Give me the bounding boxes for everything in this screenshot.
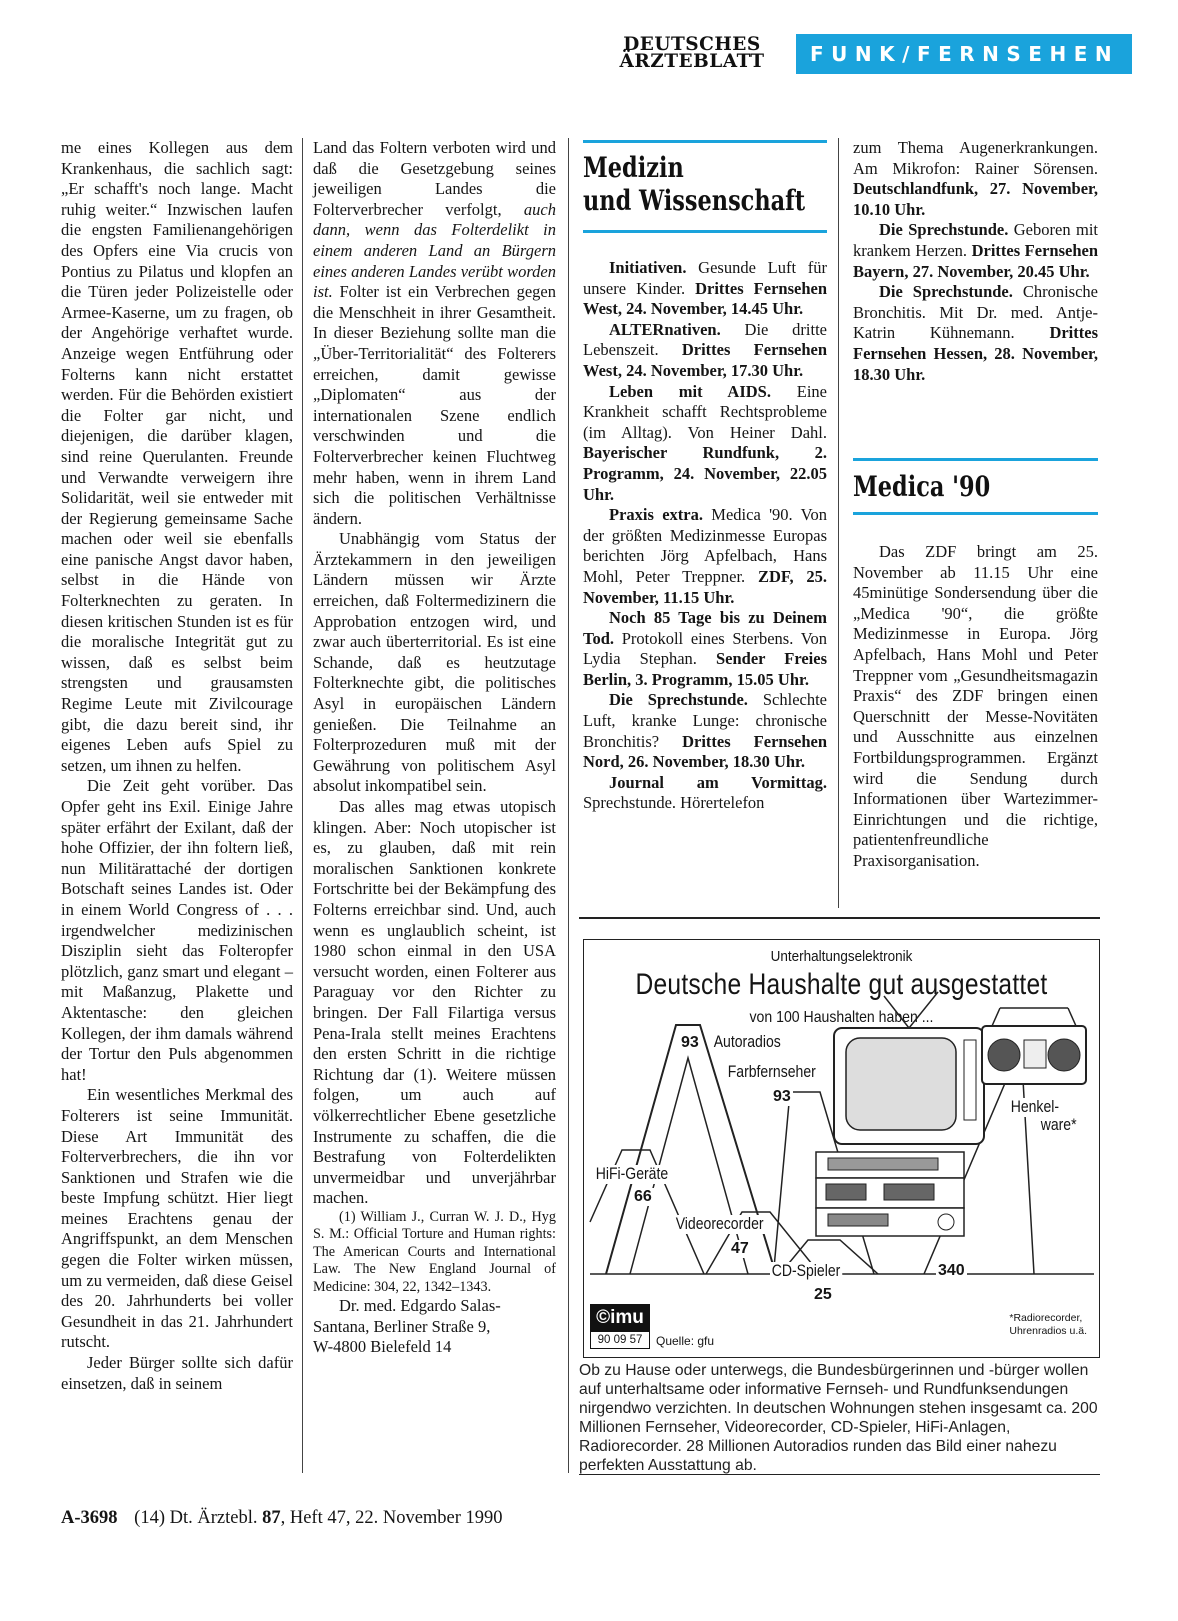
section-rule-bottom xyxy=(583,230,827,233)
listing-item: zum Thema Augenerkrankungen. Am Mikrofon: Rainer Sörensen. Deutschlandfunk, 27. November, 10.10 Uhr. xyxy=(853,138,1098,219)
paragraph: Jeder Bürger sollte sich dafür einsetzen, daß in seinem xyxy=(61,1353,293,1393)
program-listings-1 xyxy=(583,258,827,814)
column-divider xyxy=(302,138,303,1473)
value-autoradios: 93 xyxy=(681,1034,699,1051)
masthead xyxy=(606,34,1132,76)
article-column-2 xyxy=(313,138,556,1358)
publication-name-line2: ÄRZTEBLATT xyxy=(619,51,765,72)
infographic-subtitle: von 100 Haushalten haben ... xyxy=(749,1009,934,1026)
footnote: *Radiorecorder, Uhrenradios u.ä. xyxy=(1009,1312,1087,1337)
listing-item: Noch 85 Tage bis zu Deinem Tod. Protokoll eines Sterbens. Von Lydia Stephan. Sender Freies Berlin, 3. Programm, 15.05 Uhr. xyxy=(583,608,828,689)
listing-item: Die Sprechstunde. Geboren mit krankem Herzen. Drittes Fernsehen Bayern, 27. November, 20.45 Uhr. xyxy=(853,220,1099,281)
author-signature: Dr. med. Edgardo Salas- Santana, Berliner Straße 9, W-4800 Bielefeld 14 xyxy=(313,1295,501,1357)
paragraph: Das alles mag etwas utopisch klingen. Aber: Noch utopischer ist es, zu glauben, daß mit rein moralischen Sanktionen konkrete Fortschritte bei der Bekämpfung des Folterns erreichbar sind. Und, auch wenn es unglaublich scheint, ist 1980 schon einmal in den USA versucht worden, einen Folterer aus Paraguay vor den Richter zu bringen. Der Fall Filartiga versus Pena-Irala stellt meines Erachtens den ersten Schritt in die richtige Richtung dar (1). Weitere müssen folgen, um auch auf völkerrechtlicher Ebene gesetzliche Instrumente zu schaffen, die die Bestrafung von Folterdelikten unvermeidbar und unverjährbar machen. xyxy=(313,797,556,1208)
section-heading-medica: Medica '90 xyxy=(853,470,991,503)
value-hifi: 66 xyxy=(634,1188,652,1205)
listing-item: Journal am Vormittag. Sprechstunde. Hörertelefon xyxy=(583,772,827,813)
label-hifi: HiFi-Geräte xyxy=(595,1165,669,1183)
listing-item: Die Sprechstunde. Chronische Bronchitis. Mit Dr. med. Antje-Katrin Kühnemann. Drittes Fernsehen Hessen, 28. November, 18.30 Uhr. xyxy=(853,282,1099,384)
tv-set-drawing xyxy=(834,992,984,1144)
page-number: A-3698 xyxy=(61,1508,118,1528)
label-videorecorder: Videorecorder xyxy=(675,1215,764,1233)
caption-rule xyxy=(579,1474,1100,1475)
publication-name-line1: DEUTSCHES xyxy=(623,34,761,55)
hifi-stack-drawing xyxy=(816,1152,964,1236)
value-videorecorder: 47 xyxy=(731,1240,749,1257)
infographic-artwork xyxy=(584,940,1100,1358)
section-banner: FUNK/FERNSEHEN xyxy=(796,34,1132,74)
infographic-title: Deutsche Haushalte gut ausgestattet xyxy=(635,968,1048,1001)
infographic-caption: Ob zu Hause oder unterwegs, die Bundesbürgerinnen und -bürger wollen auf unterhaltsame oder informative Fernseh- und Rundfunksendungen nirgendwo verzichten. In deutschen Wohnungen stehen insgesamt ca. 200 Millionen Fernseher, Videorecorder, CD-Spieler, HiFi-Anlagen, Radiorecorder. 28 Millionen Autoradios runden das Bild einer nahezu perfekten Ausstattung ab. xyxy=(579,1362,1098,1475)
paragraph: me eines Kollegen aus dem Krankenhaus, die sachlich sagt: „Er schafft's noch lange. Macht ruhig weiter.“ Inzwischen laufen die engsten Familienangehörigen des Opfers eine Via crucis von Pontius zu Pilatus und klopfen an die Türen jeder Polizeistelle oder Armee-Kaserne, um zu fragen, ob der Angehörige verhaftet wurde. Anzeige wegen Entführung oder Folterns kann nicht erstattet werden. Für die Behörden existiert die Folter gar nicht, und diejenigen, die darüber klagen, sind reine Querulanten. Freunde und Verwandte verweigern ihre Solidarität, weil sie entweder mit der Regierung gemeinsame Sache machen oder weil sie ebenfalls eine panische Angst davor haben, selbst in die Hände von Folterknechten zu geraten. In diesen kritischen Stunden ist es für die moralische Integrität gut zu wissen, daß es selbst beim strengsten und grausamsten Regime Leute mit Zivilcourage gibt, die dazu bereit sind, ihr eigenes Leben aufs Spiel zu setzen, um ihnen zu helfen. xyxy=(61,138,293,775)
listing-item: Die Sprechstunde. Schlechte Luft, kranke Lunge: chronische Bronchitis? Drittes Fernsehen Nord, 26. November, 18.30 Uhr. xyxy=(583,690,827,772)
label-henkelware-2: ware* xyxy=(1040,1116,1077,1134)
section-rule-bottom xyxy=(853,512,1098,515)
divider-rule xyxy=(579,917,1100,919)
publication-logo xyxy=(606,36,778,70)
listing-item: Leben mit AIDS. Eine Krankheit schafft Rechtsprobleme (im Alltag). Von Heiner Dahl. Bayerischer Rundfunk, 2. Programm, 24. November, 22.05 Uhr. xyxy=(583,381,827,504)
program-listings-2 xyxy=(853,138,1098,385)
imu-logo: ©imu 90 09 57 xyxy=(590,1304,650,1348)
infographic-kicker: Unterhaltungselektronik xyxy=(770,948,913,965)
page-footer: A-3698 (14) Dt. Ärztebl. 87, Heft 47, 22. November 1990 xyxy=(61,1508,503,1528)
paragraph: Ein wesentliches Merkmal des Folterers ist seine Immunität. Diese Art Immunität des Folterverbrechers, die ihn vor Sanktionen und Strafen wie die beste Impfung schützt. Hier liegt meines Erachtens genau der Angriffspunkt, an dem Menschen gegen die Folter wirken müssen, um zu vermeiden, daß diese Geisel des 20. Jahrhunderts bei voller Gesundheit in das 21. Jahrhundert rutscht. xyxy=(61,1085,293,1352)
label-autoradios: Autoradios xyxy=(713,1033,781,1051)
journal-name: Dt. Ärztebl. xyxy=(169,1508,258,1528)
column-divider xyxy=(568,138,569,1473)
reference-note: (1) William J., Curran W. J. D., Hyg S. M.: Official Torture and Human rights: The American Courts and International Law. The New England Journal of Medicine: 304, 22, 1342–1343. xyxy=(313,1208,556,1295)
italic-emphasis: auch dann, wenn das Folterdelikt in einem anderen Land an Bürgern eines anderen Landes verübt worden ist. xyxy=(313,199,556,302)
volume-number: 87 xyxy=(262,1508,281,1528)
radio-recorder-drawing xyxy=(982,1008,1086,1084)
column-divider xyxy=(838,138,839,908)
paragraph: Das ZDF bringt am 25. November ab 11.15 Uhr eine 45minütige Sondersendung über die „Medica '90“, die größte Medizinmesse in Europa. Jörg Apfelbach, Hans Mohl und Peter Treppner vom „Gesundheitsmagazin Praxis“ des ZDF bringen einen Querschnitt der Messe-Novitäten und Ausschnitte aus einzelnen Fortbildungsprogrammen. Ergänzt wird die Sendung durch Informationen über Wartezimmer-Einrichtungen und die richtige, patientenfreundliche Praxisorganisation. xyxy=(853,542,1098,870)
section-rule-top xyxy=(853,458,1098,461)
label-cd-spieler: CD-Spieler xyxy=(771,1262,841,1280)
issue-info: Heft 47, 22. November 1990 xyxy=(289,1508,503,1528)
article-column-1 xyxy=(61,138,293,1394)
source-note: Quelle: gfu xyxy=(656,1334,715,1348)
infographic xyxy=(583,939,1100,1358)
value-cd-spieler: 25 xyxy=(814,1286,832,1303)
label-henkelware: Henkel- xyxy=(1010,1098,1060,1116)
paragraph: Unabhängig vom Status der Ärztekammern in den jeweiligen Ländern müssen wir Ärzte erreichen, daß Foltermedizinern die Approbation entzogen wird, und zwar auch überterritorial. Es ist eine Schande, daß es heutzutage Folterknechte gibt, die politisches Asyl in europäischen Ländern genießen. Die Teilnahme an Folterprozeduren muß mit der Gewährung von politischem Asyl absolut inkompatibel sein. xyxy=(313,529,556,796)
listing-item: Initiativen. Gesunde Luft für unsere Kinder. Drittes Fernsehen West, 24. November, 14.45 Uhr. xyxy=(583,258,827,319)
label-farbfernseher: Farbfernseher xyxy=(727,1063,816,1081)
listing-item: Praxis extra. Medica '90. Von der größten Medizinmesse Europas berichten Jörg Apfelbach, Hans Mohl, Peter Treppner. ZDF, 25. November, 11.15 Uhr. xyxy=(583,505,827,607)
paragraph: Die Zeit geht vorüber. Das Opfer geht ins Exil. Einige Jahre später erfährt der Exilant, daß der hohe Offizier, der ihn foltern ließ, nun Militärattaché der dortigen Botschaft seines Landes ist. Oder in einem World Congress of . . . irgendwelcher medizinischen Disziplin sieht das Folteropfer plötzlich, ganz smart und elegant – mit Maßanzug, Plakette und Aktentasche: den gleichen Kollegen, der ihm damals während der Tortur den Puls abgenommen hat! xyxy=(61,776,293,1084)
value-henkelware: 340 xyxy=(938,1262,965,1279)
section-rule-top xyxy=(583,140,827,143)
value-farbfernseher: 93 xyxy=(773,1088,791,1105)
medica-article xyxy=(853,542,1098,872)
page-number-inner: (14) xyxy=(134,1508,165,1528)
paragraph: Land das Foltern verboten wird und daß die Gesetzgebung seines jeweiligen Landes die Folterverbrecher verfolgt, auch dann, wenn das Folterdelikt in einem anderen Land an Bürgern eines anderen Landes verübt worden ist. Folter ist ein Verbrechen gegen die Menschheit in ihrer Gesamtheit. In dieser Beziehung sollte man die „Über-Territorialität“ des Folterers erreichen, damit gewisse „Diplomaten“ aus der internationalen Szene endlich verschwinden und die Folterverbrecher keinen Fluchtweg mehr haben, wenn in ihrem Land sich die politischen Verhältnisse ändern. xyxy=(313,138,556,528)
listing-item: ALTERnativen. Die dritte Lebenszeit. Drittes Fernsehen West, 24. November, 17.30 Uhr. xyxy=(583,319,827,380)
section-heading-medizin: Medizin und Wissenschaft xyxy=(583,151,806,217)
